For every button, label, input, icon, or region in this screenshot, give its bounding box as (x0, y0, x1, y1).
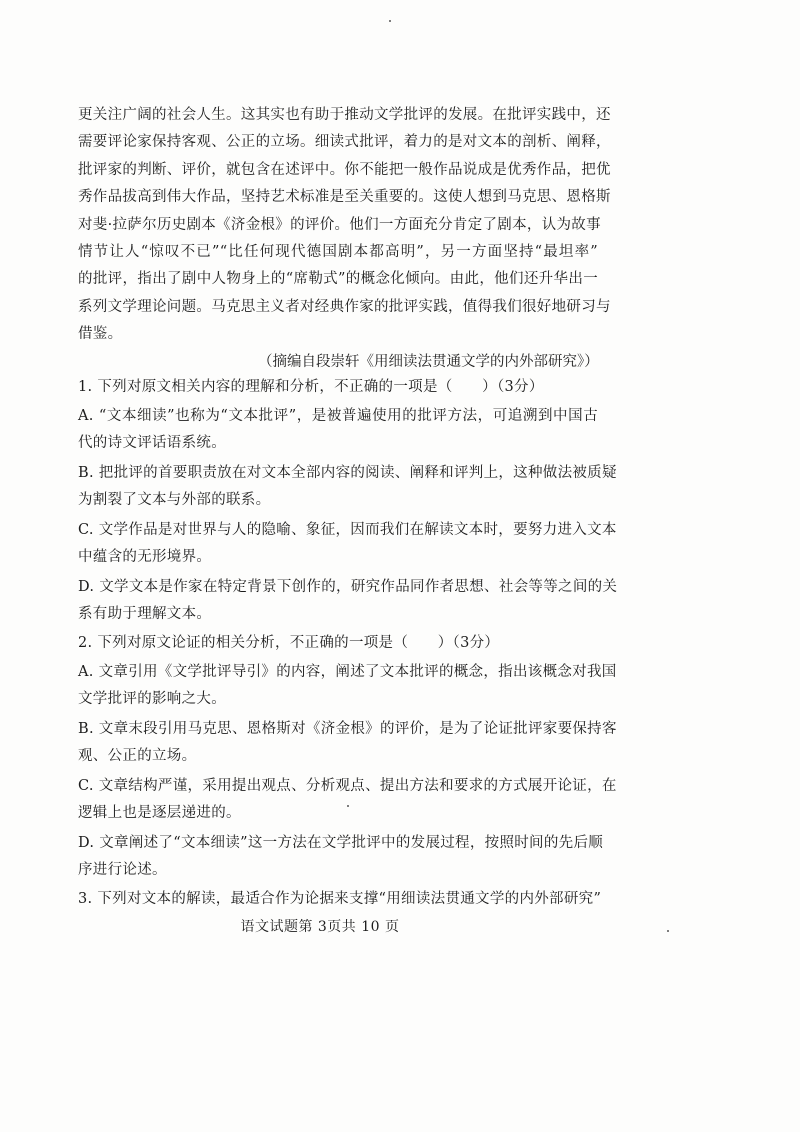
reading-passage (78, 102, 611, 349)
option-line: B. 把批评的首要职责放在对文本全部内容的阅读、阐释和评判上，这种做法被质疑 (78, 465, 617, 481)
question-1 (78, 374, 618, 628)
page-footer: 语文试题第 3页共 10 页 (240, 919, 400, 935)
question-2 (78, 630, 617, 884)
option-line: D. 文章阐述了“文本细读”这一方法在文学批评中的发展过程，按照时间的先后顺 (78, 835, 604, 851)
passage-line: 秀作品拔高到伟大作品，坚持艺术标准是至关重要的。这使人想到马克思、恩格斯 (78, 189, 611, 206)
option-line: A. “文本细读”也称为“文本批评”，是被普遍使用的批评方法，可追溯到中国古 (78, 408, 598, 424)
question-1-stem: 1. 下列对原文相关内容的理解和分析，不正确的一项是（ ）（3分） (78, 379, 544, 395)
question-2-option-a (78, 659, 617, 713)
question-1-option-b (78, 460, 617, 514)
passage-line: 对斐·拉萨尔历史剧本《济金根》的评价。他们一方面充分肯定了剧本，认为故事 (78, 216, 601, 233)
passage-line: 情节让人“惊叹不已”“比任何现代德国剧本都高明”，另一方面坚持“最坦率” (78, 244, 598, 261)
option-line: D. 文学文本是作家在特定背景下创作的，研究作品同作者思想、社会等等之间的关 (78, 579, 618, 595)
passage-line: 需要评论家保持客观、公正的立场。细读式批评，着力的是对文本的剖析、阐释， (78, 134, 611, 151)
option-line: 中蕴含的无形境界。 (78, 549, 212, 565)
question-1-option-c (78, 517, 617, 571)
scan-speck (667, 930, 669, 932)
option-line: 代的诗文评话语系统。 (78, 435, 226, 451)
option-line: 系有助于理解文本。 (78, 606, 212, 622)
question-list (78, 374, 618, 912)
option-line: C. 文学作品是对世界与人的隐喻、象征，因而我们在解读文本时，要努力进入文本 (78, 522, 617, 538)
question-2-option-b (78, 716, 617, 770)
option-line: 序进行论述。 (78, 862, 167, 878)
option-line: C. 文章结构严谨，采用提出观点、分析观点、提出方法和要求的方式展开论证，在 (78, 778, 617, 794)
option-line: B. 文章末段引用马克思、恩格斯对《济金根》的评价，是为了论证批评家要保持客 (78, 721, 617, 737)
question-2-stem: 2. 下列对原文论证的相关分析，不正确的一项是（ ）（3分） (78, 635, 500, 651)
passage-source: （摘编自段崇轩《用细读法贯通文学的内外部研究》） (258, 354, 599, 370)
question-1-option-d (78, 574, 618, 628)
option-line: 为割裂了文本与外部的联系。 (78, 492, 271, 508)
passage-line: 系列文学理论问题。马克思主义者对经典作家的批评实践，值得我们很好地研习与 (78, 298, 611, 315)
option-line: 观、公正的立场。 (78, 748, 197, 764)
question-2-option-c (78, 773, 617, 827)
question-3 (78, 886, 602, 912)
option-line: A. 文章引用《文学批评导引》的内容，阐述了文本批评的概念，指出该概念对我国 (78, 664, 617, 680)
question-2-option-d (78, 830, 604, 884)
option-line: 文学批评的影响之大。 (78, 691, 226, 707)
question-3-stem: 3. 下列对文本的解读，最适合作为论据来支撑“用细读法贯通文学的内外部研究” (78, 891, 602, 907)
question-1-option-a (78, 403, 598, 457)
passage-line: 更关注广阔的社会人生。这其实也有助于推动文学批评的发展。在批评实践中，还 (78, 107, 611, 123)
passage-line: 批评家的判断、评价，就包含在述评中。你不能把一般作品说成是优秀作品，把优 (78, 161, 611, 178)
scan-speck (389, 20, 391, 22)
option-line: 逻辑上也是逐层递进的。 (78, 805, 241, 821)
passage-line: 的批评，指出了剧中人物身上的“席勒式”的概念化倾向。由此，他们还升华出一 (78, 271, 598, 288)
passage-line: 借鉴。 (78, 326, 123, 343)
